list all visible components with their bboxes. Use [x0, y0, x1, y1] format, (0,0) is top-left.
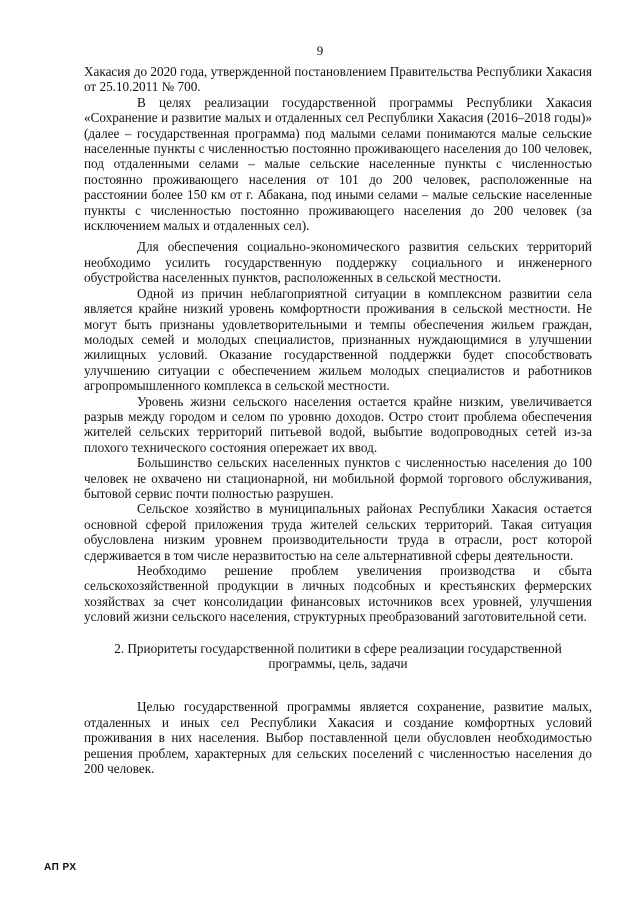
- section-heading: 2. Приоритеты государственной политики в сфере реализации государственной программы, цель, задачи: [114, 640, 562, 672]
- paragraph-trade-services: Большинство сельских населенных пунктов с численностью населения до 100 человек не охвачено ни стационарной, ни мобильной формой торгового обслуживания, бытовой сервис почти полностью разрушен.: [84, 455, 592, 501]
- paragraph-comfort: Одной из причин неблагоприятной ситуации в комплексном развитии села является крайне низкий уровень комфортности проживания в сельской местности. Не могут быть признаны удовлетворительными и темпы обеспечения жильем граждан, молодых семей и молодых специалистов, признанных нуждающимися в улучшении жилищных условий. Оказание государственной поддержки будет способствовать улучшению ситуации с обеспечением жильем молодых специалистов и работников агропромышленного комплекса в сельской местности.: [84, 285, 592, 394]
- paragraph-goal: Целью государственной программы является сохранение, развитие малых, отдаленных и иных сел Республики Хакасия и создание комфортных условий проживания в них населения. Выбор поставленной цели обусловлен необходимостью решения проблем, характерных для сельских поселений с численностью населения до 200 человек.: [84, 699, 592, 777]
- paragraph-agriculture: Сельское хозяйство в муниципальных районах Республики Хакасия остается основной сферой приложения труда жителей сельских территорий. Такая ситуация обусловлена низким уровнем производительности труда в отрасли, рост которой сдерживается в том числе неразвитостью на селе альтернативной сферы деятельности.: [84, 501, 592, 563]
- paragraph-continuation: Хакасия до 2020 года, утвержденной постановлением Правительства Республики Хакасия от 25.10.2011 № 700.: [84, 64, 592, 95]
- paragraph-production: Необходимо решение проблем увеличения производства и сбыта сельскохозяйственной продукции в личных подсобных и крестьянских фермерских хозяйствах за счет консолидации финансовых источников всех уровней, улучшения условий жизни сельского населения, структурных преобразований заготовительной сети.: [84, 563, 592, 625]
- page-number: 9: [316, 43, 324, 58]
- paragraph-support: Для обеспечения социально-экономического развития сельских территорий необходимо усилить государственную поддержку социального и инженерного обустройства населенных пунктов, расположенных в сельской местности.: [84, 239, 592, 286]
- paragraph-living-standard: Уровень жизни сельского населения остается крайне низким, увеличивается разрыв между городом и селом по уровню доходов. Остро стоит проблема обеспечения жителей сельских территорий питьевой водой, выбытие водопроводных сетей из-за плохого технического состояния опережает их ввод.: [84, 393, 592, 455]
- footer-mark: АП РХ: [44, 862, 77, 873]
- document-body: [84, 64, 592, 776]
- paragraph-definitions: В целях реализации государственной программы Республики Хакасия «Сохранение и развитие малых и отдаленных сел Республики Хакасия (2016–2018 годы)» (далее – государственная программа) под малыми селами понимаются малые сельские населенные пункты с численностью постоянно проживающего населения до 100 человек, под отдаленными селами – малые сельские населенные пункты с численностью постоянно проживающего населения от 101 до 200 человек, расположенные на расстоянии более 150 км от г. Абакана, под иными селами – малые сельские населенные пункты с численностью постоянно проживающего населения до 200 человек (за исключением малых и отдаленных сел).: [84, 94, 592, 234]
